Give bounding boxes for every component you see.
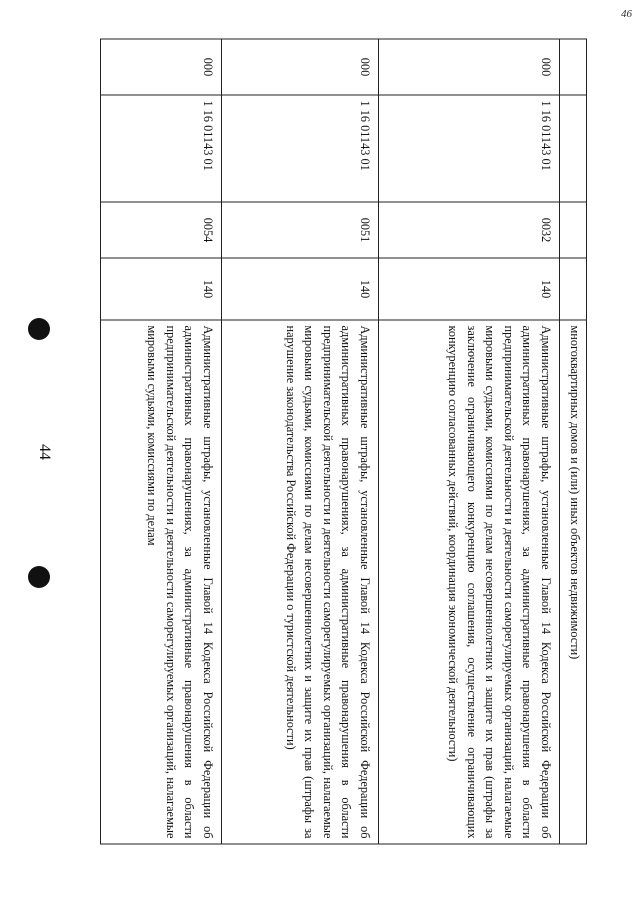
- budget-code-cell: 1 16 01143 01: [222, 95, 379, 202]
- punch-hole-top: [28, 318, 50, 340]
- admin-code-cell: 000: [222, 39, 379, 95]
- empty-cell: [560, 258, 587, 320]
- subcode-cell: 0051: [222, 202, 379, 258]
- description-cell: Административные штрафы, установленные Главой 14 Кодекса Российской Федерации об административных правонарушениях, за административные правонарушения в области предпринимательской деятельности и деятельности саморегулируемых организаций, налагаемые мировыми судьями, комиссиями по делам несовершеннолетних и защите их прав (штрафы за нарушение законодательства Российской Федерации о туристской деятельности): [222, 320, 379, 844]
- table-row: [101, 39, 222, 844]
- empty-cell: [560, 202, 587, 258]
- table-row: [222, 39, 379, 844]
- budget-codes-table: [100, 38, 587, 844]
- admin-code-cell: 000: [379, 39, 560, 95]
- kind-cell: 140: [379, 258, 560, 320]
- budget-code-cell: 1 16 01143 01: [101, 95, 222, 202]
- budget-code-cell: 1 16 01143 01: [379, 95, 560, 202]
- punch-hole-bottom: [28, 566, 50, 588]
- empty-cell: [560, 95, 587, 202]
- subcode-cell: 0032: [379, 202, 560, 258]
- kind-cell: 140: [101, 258, 222, 320]
- kind-cell: 140: [222, 258, 379, 320]
- continuation-text: многоквартирных домов и (или) иных объектов недвижимости): [560, 320, 587, 844]
- admin-code-cell: 000: [101, 39, 222, 95]
- subcode-cell: 0054: [101, 202, 222, 258]
- description-cell: Административные штрафы, установленные Главой 14 Кодекса Российской Федерации об административных правонарушениях, за административные правонарушения в области предпринимательской деятельности и деятельности саморегулируемых организаций, налагаемые мировыми судьями, комиссиями по делам: [101, 320, 222, 844]
- rotated-table-container: [107, 38, 587, 843]
- table-row-continuation: [560, 39, 587, 844]
- description-cell: Административные штрафы, установленные Главой 14 Кодекса Российской Федерации об административных правонарушениях, за административные правонарушения в области предпринимательской деятельности и деятельности саморегулируемых организаций, налагаемые мировыми судьями, комиссиями по делам несовершеннолетних и защите их прав (штрафы за заключение ограничивающего конкуренцию соглашения, осуществление ограничивающих конкуренцию согласованных действий, координация экономической деятельности): [379, 320, 560, 844]
- empty-cell: [560, 39, 587, 95]
- page-number: 44: [36, 444, 53, 460]
- table-row: [379, 39, 560, 844]
- corner-page-number: 46: [621, 8, 632, 20]
